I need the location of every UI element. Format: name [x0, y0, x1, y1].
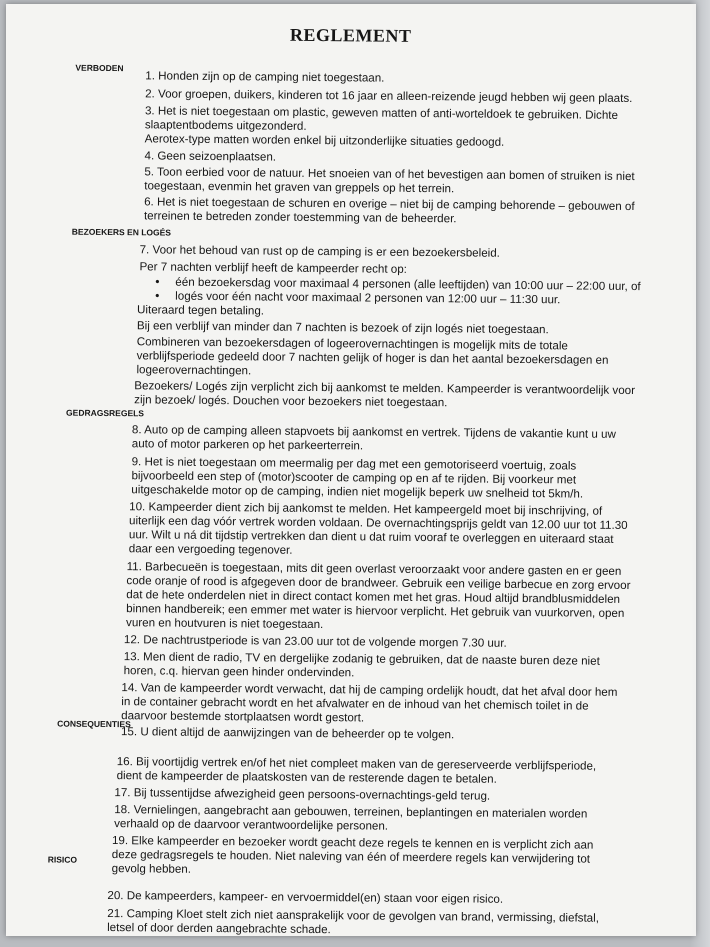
rule-line: 21. Camping Kloet stelt zich niet aansprakelijk voor de gevolgen van brand, vermissing, diefstal,	[107, 907, 600, 925]
document-body	[6, 4, 696, 936]
rule-line: 3. Het is niet toegestaan om plastic, geweven matten of anti-worteldoek te gebruiken. Dichte	[144, 104, 619, 122]
rule-line: binnen handbereik; een emmer met water is hiervoor verplicht. Het gebruik van vuurkorven, open	[126, 602, 625, 620]
plastic-sleeve-glare	[690, 0, 710, 947]
document-sheet	[6, 4, 696, 936]
document-title: REGLEMENT	[289, 24, 412, 46]
rule-line: terreinen te betreden zonder toestemming van de beheerder.	[143, 209, 457, 226]
rule-line: uiterlijk een dag vóór vertrek worden voldaan. De overnachtingsprijs geldt van 12.00 uur tot 11.30	[128, 514, 628, 532]
rule-line: verhaald op de daarvoor verantwoordelijke personen.	[114, 817, 389, 833]
rule-line: slaaptentbodems uitgezonderd.	[144, 118, 307, 133]
rule-line: Uiteraard tegen betaling.	[137, 303, 265, 318]
rule-line: toegestaan, evenmin het graven van greppels op het terrein.	[144, 179, 455, 196]
rule-line: letsel of door derden aangebrachte schade.	[107, 921, 331, 936]
rule-line: 2. Voor groepen, duikers, kinderen tot 16 jaar en alleen-reizende jeugd hebben wij geen plaats.	[145, 87, 633, 106]
rule-line: Per 7 nachten verblijf heeft de kampeerder recht op:	[139, 260, 408, 276]
bullet-icon: •	[155, 274, 160, 289]
rule-line: uur. Wilt u ná dit tijdstip vertrekken dan dient u dat ruim vooraf te overleggen en uiteraard staat	[128, 528, 614, 546]
rule-line: uitgeschakelde motor op de camping, indien niet mogelijk beperk uw snelheid tot 5km/h.	[131, 483, 584, 501]
rule-line: 8. Auto op de camping alleen stapvoets bij aankomst en vertrek. Tijdens de vakantie kunt u uw	[131, 423, 616, 441]
rule-line: dat de hete onderdelen niet in direct contact komen met het gras. Houd altijd brandblusmiddelen	[126, 588, 621, 606]
rule-line: 12. De nachtrustperiode is van 23.00 uur tot de volgende morgen 7.30 uur.	[123, 633, 507, 650]
section-verboden: VERBODEN	[75, 62, 124, 74]
section-bezoekers: BEZOEKERS EN LOGÉS	[71, 226, 172, 238]
rule-line: 14. Van de kampeerder wordt verwacht, dat hij de camping ordelijk houdt, dat het afval door hem	[121, 681, 618, 699]
bullet-icon: •	[155, 288, 160, 303]
section-consequenties: CONSEQUENTIES	[57, 718, 131, 730]
rule-line: deze gedragsregels te houden. Niet naleving van één of meerdere regels kan verwijdering tot	[111, 848, 591, 866]
rule-line: 10. Kampeerder dient zich bij aankomst te melden. Het kampeergeld moet bij inschrijving, of	[129, 500, 603, 518]
rule-line: vuren en houtvuren is niet toegestaan.	[126, 616, 324, 632]
rule-line: Aerotex-type matten worden enkel bij uitzonderlijke situaties gedoogd.	[144, 132, 505, 149]
rule-line: één bezoekersdag voor maximaal 4 personen (alle leeftijden) van 10:00 uur – 22:00 uur, of	[175, 275, 641, 294]
rule-line: 17. Bij tussentijdse afwezigheid geen persoons-overnachtings-geld terug.	[114, 786, 491, 803]
rule-line: logés voor één nacht voor maximaal 2 personen van 12:00 uur – 11:30 uur.	[175, 289, 561, 307]
rule-line: code oranje of rood is afgegeven door de brandweer. Gebruik een veilige barbecue en zorg ervoor	[126, 574, 631, 593]
rule-line: 1. Honden zijn op de camping niet toegestaan.	[145, 69, 385, 85]
rule-line: auto of motor parkeren op het parkeerterrein.	[131, 437, 364, 453]
rule-line: gevolg hebben.	[111, 862, 192, 876]
rule-line: daar een vergoeding tegenover.	[128, 542, 293, 557]
rule-line: 15. U dient altijd de aanwijzingen van de beheerder op te volgen.	[120, 725, 455, 742]
rule-line: 16. Bij voortijdig vertrek en/of het niet compleet maken van de gereserveerde verblijfsperiode,	[116, 755, 597, 773]
rule-line: bijvoorbeeld een step of (motor)scooter de camping op en af te rijden. Bij voorkeur met	[131, 469, 577, 487]
rule-line: 9. Het is niet toegestaan om meermalig per dag met een gemotoriseerd voertuig, zoals	[131, 455, 577, 473]
rule-line: horen, c.q. hiervan geen hinder ondervinden.	[123, 664, 355, 680]
rule-line: Combineren van bezoekersdagen of logeerovernachtingen is mogelijk mits de totale	[136, 335, 568, 353]
rule-line: daarvoor bestemde stortplaatsen wordt gestort.	[121, 709, 365, 725]
rule-line: 5. Toon eerbied voor de natuur. Het snoeien van of het bevestigen aan bomen of struiken is niet	[144, 165, 635, 184]
rule-line: Bij een verblijf van minder dan 7 nachten is bezoek of zijn logés niet toegestaan.	[136, 319, 549, 337]
rule-line: verblijfsperiode gedeeld door 7 nachten gelijk of hoger is dan het aantal bezoekersdagen en	[136, 349, 609, 367]
rule-line: 4. Geen seizoenplaatsen.	[144, 149, 277, 164]
rule-line: dient de kampeerder de plaatskosten van de resterende dagen te betalen.	[116, 769, 497, 786]
rule-line: logeerovernachtingen.	[136, 363, 252, 378]
rule-line: in de container gebracht wordt en het afvalwater en de inhoud van het chemisch toilet in de	[121, 695, 589, 713]
rule-line: 7. Voor het behoud van rust op de camping is er een bezoekersbeleid.	[139, 243, 500, 260]
section-risico: RISICO	[47, 854, 78, 865]
rule-line: 11. Barbecueën is toegestaan, mits dit geen overlast veroorzaakt voor andere gasten en er geen	[126, 560, 622, 578]
rule-line: 6. Het is niet toegestaan de schuren en overige – niet bij de camping behorende – gebouwen of	[144, 195, 635, 214]
rule-line: 18. Vernielingen, aangebracht aan gebouwen, terreinen, beplantingen en materialen worden	[114, 803, 588, 821]
rule-line: 19. Elke kampeerder en bezoeker wordt geacht deze regels te kennen en is verplicht zich aan	[111, 834, 594, 852]
rule-line: Bezoekers/ Logés zijn verplicht zich bij aankomst te melden. Kampeerder is verantwoordelijk voor	[134, 379, 636, 398]
rule-line: zijn bezoek/ logés. Douchen voor bezoekers niet toegestaan.	[134, 393, 448, 410]
section-gedragsregels: GEDRAGSREGELS	[66, 407, 145, 419]
rule-line: 13. Men dient de radio, TV en dergelijke zodanig te gebruiken, dat de naaste buren deze niet	[123, 650, 600, 668]
rule-line: 20. De kampeerders, kampeer- en vervoermiddel(en) staan voor eigen risico.	[107, 889, 504, 906]
